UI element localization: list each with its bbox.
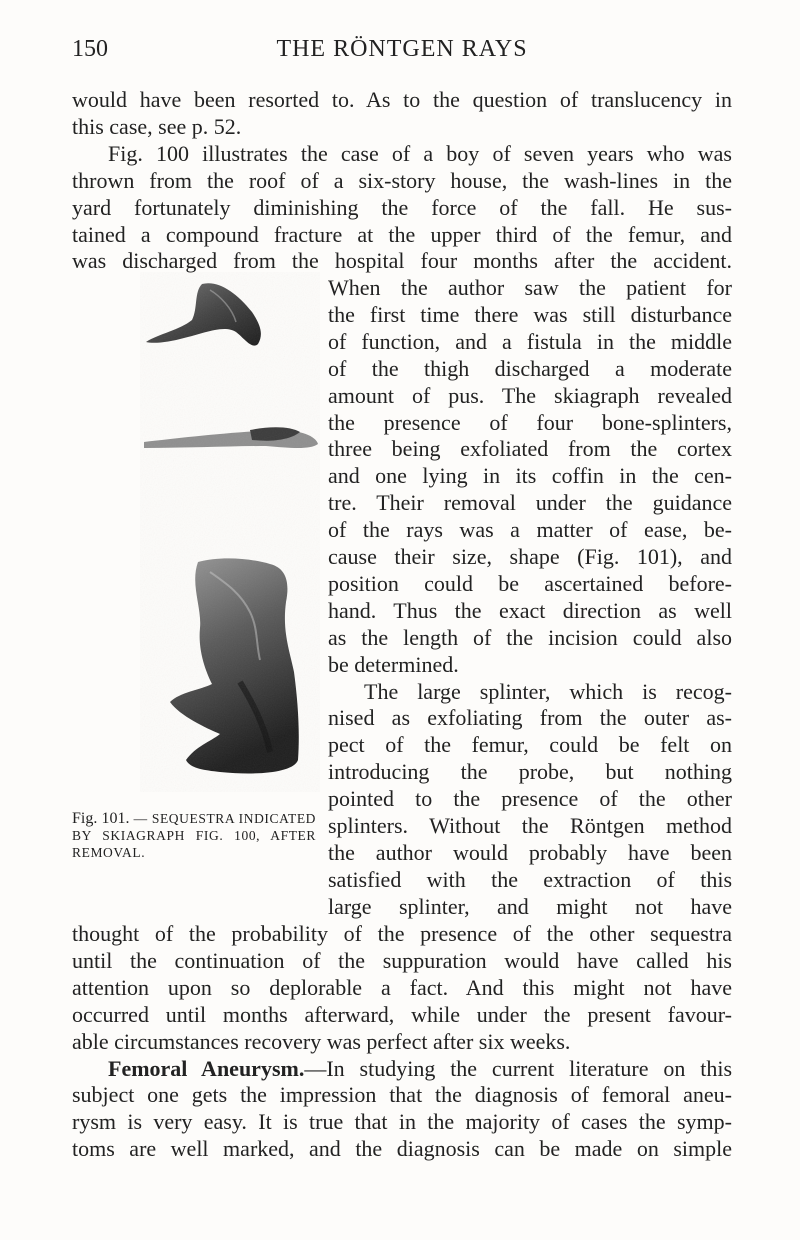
figure-label: Fig. 101. — [72, 810, 130, 827]
body-text-line: as the length of the incision could also — [328, 624, 732, 650]
body-text-line: Fig. 100 illustrates the case of a boy of seven years who was — [108, 140, 732, 166]
body-text-line: three being exfoliated from the cortex — [328, 436, 732, 462]
page-header — [72, 36, 732, 70]
body-text-line: of the thigh discharged a moderate — [328, 355, 732, 381]
body-text-line: yard fortunately diminishing the force of the fall. He sus- — [72, 194, 732, 220]
body-text-line: subject one gets the impression that the diagnosis of femoral aneu- — [72, 1082, 732, 1108]
body-text-line: pointed to the presence of the other — [328, 786, 732, 812]
section-first-line — [72, 1055, 732, 1082]
figure-caption — [72, 810, 316, 861]
sequestra-figure — [140, 272, 320, 792]
body-text-line: The large splinter, which is recog- — [364, 678, 732, 704]
body-text-line: attention upon so deplorable a fact. And this might not have — [72, 974, 732, 1000]
body-text-line: nised as exfoliating from the outer as- — [328, 705, 732, 731]
body-text-line: amount of pus. The skiagraph revealed — [328, 382, 732, 408]
body-text-line: pect of the femur, could be felt on — [328, 732, 732, 758]
body-text-line: of function, and a fistula in the middle — [328, 328, 732, 354]
body-text-line: of the rays was a matter of ease, be- — [328, 517, 732, 543]
body-text-line: able circumstances recovery was perfect after six weeks. — [72, 1028, 571, 1054]
body-text-line: hand. Thus the exact direction as well — [328, 597, 732, 623]
body-text-line: the first time there was still disturbance — [328, 301, 732, 327]
body-text-line: When the author saw the patient for — [328, 275, 732, 300]
body-text-line: was discharged from the hospital four months after the accident. — [72, 248, 732, 274]
section-first-line-text: —In studying the current literature on this — [304, 1055, 733, 1081]
body-text-line: introducing the probe, but nothing — [328, 759, 732, 785]
body-text-line: be determined. — [328, 651, 459, 677]
body-text-line: position could be ascertained before- — [328, 570, 732, 596]
body-text-line: thought of the probability of the presence of the other sequestra — [72, 921, 732, 946]
body-text-line: tained a compound fracture at the upper third of the femur, and — [72, 221, 732, 247]
body-text-line: thrown from the roof of a six-story house, the wash-lines in the — [72, 167, 732, 193]
body-text-line: cause their size, shape (Fig. 101), and — [328, 544, 732, 569]
section-heading: Femoral Aneurysm. — [108, 1055, 305, 1081]
body-text-line: large splinter, and might not have — [328, 893, 732, 919]
body-text-line: the presence of four bone-splinters, — [328, 409, 732, 435]
body-text-line: this case, see p. 52. — [72, 113, 242, 139]
body-text-line: the author would probably have been — [328, 839, 732, 865]
body-text-line: tre. Their removal under the guidance — [328, 490, 732, 516]
figure-caption-text: — SEQUESTRA INDICATED BY SKIAGRAPH FIG. 100, AFTER REMOVAL. — [72, 811, 317, 860]
page-number: 150 — [72, 36, 108, 62]
body-text-line: rysm is very easy. It is true that in the majority of cases the symp- — [72, 1109, 732, 1135]
body-text-line: toms are well marked, and the diagnosis can be made on simple — [72, 1136, 732, 1162]
body-text-line: would have been resorted to. As to the question of translucency in — [72, 87, 732, 112]
body-text-line: and one lying in its coffin in the cen- — [328, 463, 732, 489]
body-text-line: splinters. Without the Röntgen method — [328, 813, 732, 838]
running-title: THE RÖNTGEN RAYS — [276, 36, 528, 62]
body-text-line: until the continuation of the suppuration would have called his — [72, 947, 732, 973]
body-text-line: satisfied with the extraction of this — [328, 866, 732, 892]
body-text-line: occurred until months afterward, while under the present favour- — [72, 1001, 732, 1027]
